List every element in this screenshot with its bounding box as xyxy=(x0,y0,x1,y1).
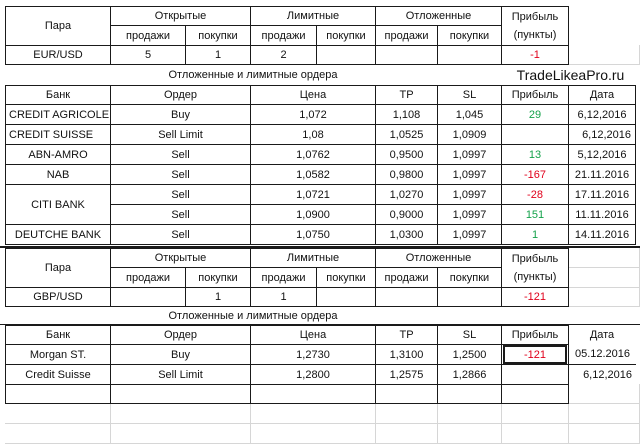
site-name: TradeLikeaPro.ru xyxy=(516,67,625,83)
t2-profit-points: -121 xyxy=(501,287,569,307)
t1-col-price: Цена xyxy=(250,85,376,105)
grid-cell xyxy=(375,424,438,444)
t1-section-title: Отложенные и лимитные ордера xyxy=(168,69,338,81)
tp-cell: 1,2575 xyxy=(375,364,438,385)
grid-cell xyxy=(437,384,502,404)
grid-cell xyxy=(110,424,251,444)
grid-cell xyxy=(110,404,251,424)
grid-cell xyxy=(569,287,640,307)
t1-section-row xyxy=(0,65,640,85)
t2-pending-buy xyxy=(437,287,502,307)
bank-cell: CREDIT AGRICOLE xyxy=(5,104,111,125)
sl-cell: 1,0997 xyxy=(437,224,502,245)
price-cell: 1,0721 xyxy=(250,184,376,205)
t1-open-header: Открытые xyxy=(110,6,251,26)
profit-cell: 1 xyxy=(501,224,569,245)
order-cell: Sell Limit xyxy=(110,364,251,385)
t2-points-header: (пункты) xyxy=(501,267,569,288)
sl-cell: 1,2500 xyxy=(437,344,502,365)
grid-cell xyxy=(375,384,438,404)
grid-cell xyxy=(5,404,111,424)
grid-cell xyxy=(569,267,640,288)
t2-pending-buy-header: покупки xyxy=(437,267,502,288)
t2-pending-sell xyxy=(375,287,438,307)
price-cell: 1,0582 xyxy=(250,164,376,185)
t2-header-row-2 xyxy=(0,267,640,288)
grid-cell xyxy=(569,248,640,268)
bank-cell: ABN-AMRO xyxy=(5,144,111,165)
t1-limit-buy xyxy=(316,45,376,65)
t2-col-sl: SL xyxy=(437,325,502,345)
profit-cell: 13 xyxy=(501,144,569,165)
t1-limit-sell-header: продажи xyxy=(250,25,317,46)
table-row xyxy=(0,184,640,211)
grid-cell xyxy=(569,404,640,424)
t2-open-sell-header: продажи xyxy=(110,267,186,288)
t2-section-row xyxy=(0,307,640,325)
empty-row xyxy=(0,404,640,424)
price-cell: 1,072 xyxy=(250,104,376,125)
tp-cell: 1,3100 xyxy=(375,344,438,365)
price-cell: 1,0900 xyxy=(250,204,376,225)
grid-cell xyxy=(501,404,569,424)
table-row xyxy=(0,344,640,365)
grid-cell xyxy=(110,384,251,404)
bank-cell: NAB xyxy=(5,164,111,185)
order-cell: Sell xyxy=(110,144,251,165)
price-cell: 1,0762 xyxy=(250,144,376,165)
bank-cell: Credit Suisse xyxy=(5,364,111,385)
t2-profit-header: Прибыль xyxy=(501,248,569,268)
t1-header-row-1 xyxy=(0,6,640,32)
t2-col-profit: Прибыль xyxy=(501,325,569,345)
bank-cell: CITI BANK xyxy=(5,184,111,225)
t1-open-sell: 5 xyxy=(110,45,186,65)
table-row xyxy=(0,144,640,165)
grid-cell xyxy=(437,424,502,444)
t1-open-buy: 1 xyxy=(185,45,251,65)
t1-pair-name: EUR/USD xyxy=(5,45,111,65)
t2-open-buy: 1 xyxy=(185,287,251,307)
t1-limit-buy-header: покупки xyxy=(316,25,376,46)
profit-cell xyxy=(501,124,569,145)
t2-pair-row xyxy=(0,287,640,307)
profit-cell: -167 xyxy=(501,164,569,185)
grid-cell xyxy=(250,384,376,404)
sl-cell: 1,2866 xyxy=(437,364,502,385)
t2-open-sell xyxy=(110,287,186,307)
grid-cell xyxy=(501,424,569,444)
grid-cell xyxy=(501,384,569,404)
empty-row xyxy=(0,384,640,404)
table-row xyxy=(0,164,640,185)
t2-col-date: Дата xyxy=(589,329,615,341)
t2-pair-header: Пара xyxy=(5,248,111,288)
t1-pending-buy-header: покупки xyxy=(437,25,502,46)
empty-row xyxy=(0,424,640,444)
table-row xyxy=(0,104,640,125)
order-cell: Buy xyxy=(110,104,251,125)
date-cell: 6,12,2016 xyxy=(568,104,636,125)
t2-section-title: Отложенные и лимитные ордера xyxy=(168,309,338,322)
t2-limit-header: Лимитные xyxy=(250,248,376,268)
t1-pending-sell xyxy=(375,45,438,65)
sl-cell: 1,0997 xyxy=(437,164,502,185)
grid-cell xyxy=(569,45,640,65)
grid-cell xyxy=(569,424,640,444)
t2-col-order: Ордер xyxy=(110,325,251,345)
t1-pending-header: Отложенные xyxy=(375,6,502,26)
bank-cell: Morgan ST. xyxy=(5,344,111,365)
price-cell: 1,2730 xyxy=(250,344,376,365)
t1-pair-header: Пара xyxy=(5,6,111,46)
table-row xyxy=(0,364,640,385)
date-cell: 11.11.2016 xyxy=(568,204,636,225)
t2-col-tp: TP xyxy=(375,325,438,345)
date-cell: 6,12,2016 xyxy=(568,124,636,145)
order-cell: Sell xyxy=(110,184,251,205)
table-row xyxy=(0,124,640,145)
tp-cell: 0,9000 xyxy=(375,204,438,225)
t2-header-row-1 xyxy=(0,248,640,274)
t1-col-bank: Банк xyxy=(5,85,111,105)
grid-cell xyxy=(250,404,376,424)
grid-cell xyxy=(569,384,640,404)
grid-cell xyxy=(437,404,502,424)
table-row xyxy=(0,204,640,225)
date-cell: 05.12.2016 xyxy=(568,344,636,365)
t2-pair-name: GBP/USD xyxy=(5,287,111,307)
profit-cell: -121 xyxy=(503,345,567,364)
t1-col-order: Ордер xyxy=(110,85,251,105)
t2-limit-sell-header: продажи xyxy=(250,267,317,288)
order-cell: Sell xyxy=(110,204,251,225)
order-cell: Sell xyxy=(110,164,251,185)
t2-open-buy-header: покупки xyxy=(185,267,251,288)
date-cell: 14.11.2016 xyxy=(568,224,636,245)
tp-cell: 1,0270 xyxy=(375,184,438,205)
order-cell: Sell xyxy=(110,224,251,245)
t1-profit-header: Прибыль xyxy=(501,6,569,26)
table-row xyxy=(0,224,640,245)
t1-limit-sell: 2 xyxy=(250,45,317,65)
t1-header-row-2 xyxy=(0,25,640,46)
tp-cell: 0,9800 xyxy=(375,164,438,185)
t1-col-tp: TP xyxy=(375,85,438,105)
price-cell: 1,0750 xyxy=(250,224,376,245)
tp-cell: 0,9500 xyxy=(375,144,438,165)
t1-col-profit: Прибыль xyxy=(501,85,569,105)
t1-open-buy-header: покупки xyxy=(185,25,251,46)
t1-pending-buy xyxy=(437,45,502,65)
t1-col-sl: SL xyxy=(437,85,502,105)
t1-limit-header: Лимитные xyxy=(250,6,376,26)
t2-limit-buy-header: покупки xyxy=(316,267,376,288)
t1-col-date: Дата xyxy=(568,85,636,105)
order-cell: Sell Limit xyxy=(110,124,251,145)
grid-cell xyxy=(250,424,376,444)
grid-cell xyxy=(5,424,111,444)
profit-cell: -28 xyxy=(501,184,569,205)
profit-cell: 29 xyxy=(501,104,569,125)
sl-cell: 1,045 xyxy=(437,104,502,125)
date-cell: 17.11.2016 xyxy=(568,184,636,205)
sl-cell: 1,0997 xyxy=(437,144,502,165)
order-cell: Buy xyxy=(110,344,251,365)
t1-open-sell-header: продажи xyxy=(110,25,186,46)
t1-pair-row xyxy=(0,45,640,65)
bank-cell: CREDIT SUISSE xyxy=(5,124,111,145)
t2-pending-sell-header: продажи xyxy=(375,267,438,288)
profit-cell: 151 xyxy=(501,204,569,225)
tp-cell: 1,0300 xyxy=(375,224,438,245)
t2-columns-row xyxy=(0,325,640,345)
sl-cell: 1,0997 xyxy=(437,184,502,205)
t2-col-bank: Банк xyxy=(5,325,111,345)
t1-columns-row xyxy=(0,85,640,105)
t1-site xyxy=(501,65,640,85)
price-cell: 1,2800 xyxy=(250,364,376,385)
t1-points-header: (пункты) xyxy=(501,25,569,46)
grid-cell xyxy=(375,404,438,424)
date-cell: 21.11.2016 xyxy=(568,164,636,185)
t2-limit-sell: 1 xyxy=(250,287,317,307)
tp-cell: 1,108 xyxy=(375,104,438,125)
profit-cell xyxy=(501,364,569,385)
price-cell: 1,08 xyxy=(250,124,376,145)
t2-open-header: Открытые xyxy=(110,248,251,268)
grid-cell xyxy=(5,384,111,404)
date-cell: 6,12,2016 xyxy=(583,368,632,381)
t2-pending-header: Отложенные xyxy=(375,248,502,268)
t1-profit-points: -1 xyxy=(501,45,569,65)
tp-cell: 1,0525 xyxy=(375,124,438,145)
bank-cell: DEUTCHE BANK xyxy=(5,224,111,245)
sl-cell: 1,0909 xyxy=(437,124,502,145)
t1-pending-sell-header: продажи xyxy=(375,25,438,46)
sl-cell: 1,0997 xyxy=(437,204,502,225)
t2-col-price: Цена xyxy=(250,325,376,345)
date-cell: 5,12,2016 xyxy=(568,144,636,165)
t2-limit-buy xyxy=(316,287,376,307)
